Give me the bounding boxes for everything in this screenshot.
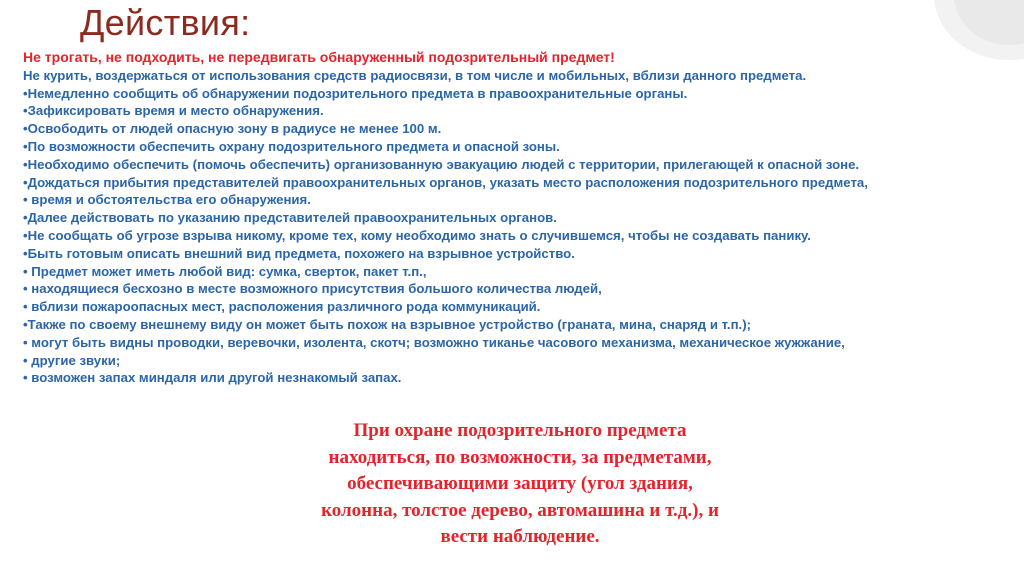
instruction-line: • вблизи пожароопасных мест, расположения различного рода коммуникаций. <box>23 299 541 315</box>
instruction-line: •Далее действовать по указанию представителей правоохранительных органов. <box>23 210 557 226</box>
guard-note <box>250 418 790 551</box>
note-line: При охране подозрительного предмета <box>353 420 687 441</box>
instruction-line: • другие звуки; <box>23 352 121 368</box>
note-line: колонна, толстое дерево, автомашина и т.д.), и <box>321 499 719 521</box>
warning-line: Не трогать, не подходить, не передвигать обнаруженный подозрительный предмет! <box>23 49 615 65</box>
instructions-list <box>23 49 1003 387</box>
instruction-line: •Быть готовым описать внешний вид предмета, похожего на взрывное устройство. <box>23 245 575 261</box>
note-line: обеспечивающими защиту (угол здания, <box>347 473 693 494</box>
instruction-line: • возможен запах миндаля или другой незнакомый запах. <box>23 370 402 386</box>
instruction-line: Не курить, воздержаться от использования средств радиосвязи, в том числе и мобильных, вблизи данного предмета. <box>23 67 807 83</box>
instruction-line: •Также по своему внешнему виду он может быть похож на взрывное устройство (граната, мина, снаряд и т.п.); <box>23 316 751 332</box>
instruction-line: •Необходимо обеспечить (помочь обеспечить) организованную эвакуацию людей с территории, прилегающей к опасной зоне. <box>23 156 860 172</box>
instruction-line: • Предмет может иметь любой вид: сумка, сверток, пакет т.п., <box>23 263 427 279</box>
instruction-line: • время и обстоятельства его обнаружения. <box>23 192 311 208</box>
instruction-line: •По возможности обеспечить охрану подозрительного предмета и опасной зоны. <box>23 138 560 154</box>
instruction-line: • могут быть видны проводки, веревочки, изолента, скотч; возможно тиканье часового механизма, механическое жужжание, <box>23 334 845 350</box>
instruction-line: • находящиеся бесхозно в месте возможного присутствия большого количества людей, <box>23 281 602 297</box>
note-line: вести наблюдение. <box>440 526 600 547</box>
instruction-line: •Освободить от людей опасную зону в радиусе не менее 100 м. <box>23 121 442 137</box>
instruction-line: •Не сообщать об угрозе взрыва никому, кроме тех, кому необходимо знать о случившемся, чтобы не создавать панику. <box>23 227 811 243</box>
instruction-line: •Немедленно сообщить об обнаружении подозрительного предмета в правоохранительные органы. <box>23 85 688 101</box>
instruction-line: •Дождаться прибытия представителей правоохранительных органов, указать место расположения подозрительного предмета, <box>23 174 868 190</box>
slide-title: Действия: <box>80 2 251 43</box>
instruction-line: •Зафиксировать время и место обнаружения. <box>23 103 324 119</box>
note-line: находиться, по возможности, за предметами, <box>328 446 712 468</box>
